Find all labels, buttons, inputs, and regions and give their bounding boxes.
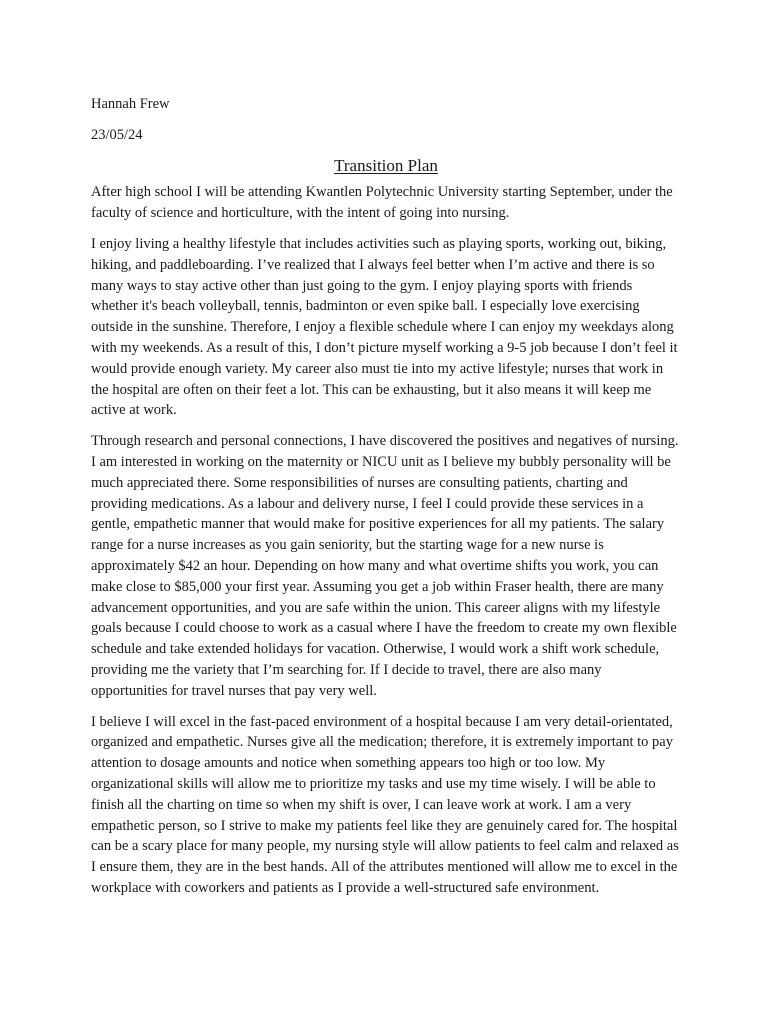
document-page: [91, 94, 681, 909]
document-title: Transition Plan: [334, 155, 438, 175]
paragraph-4: I believe I will excel in the fast-paced environment of a hospital because I am very detail-orientated, organized and empathetic. Nurses give all the medication; therefore, it is extremely important to pay attention to dosage amounts and notice when something appears too high or too low. My organizational skills will allow me to prioritize my tasks and use my time wisely. I will be able to finish all the charting on time so when my shift is over, I can leave work at work. I am a very empathetic person, so I strive to make my patients feel like they are genuinely cared for. The hospital can be a scary place for many people, my nursing style will allow patients to feel calm and relaxed as I ensure them, they are in the best hands. All of the attributes mentioned will allow me to excel in the workplace with coworkers and patients as I provide a well-structured safe environment.: [91, 713, 679, 896]
paragraph-3: Through research and personal connections, I have discovered the positives and negatives of nursing. I am interested in working on the maternity or NICU unit as I believe my bubbly personality will be much appreciated there. Some responsibilities of nurses are consulting patients, charting and providing medications. As a labour and delivery nurse, I feel I could provide these services in a gentle, empathetic manner that would make for positive experiences for all my patients. The salary range for a nurse increases as you gain seniority, but the starting wage for a new nurse is approximately $42 an hour. Depending on how many and what overtime shifts you work, you can make close to $85,000 your first year. Assuming you get a job within Fraser health, there are many advancement opportunities, and you are safe within the union. This career aligns with my lifestyle goals because I could choose to work as a casual where I have the freedom to create my own flexible schedule and take extended holidays for vacation. Otherwise, I would work a shift work schedule, providing me the variety that I’m searching for. If I decide to travel, there are also many opportunities for travel nurses that pay very well.: [91, 433, 679, 699]
document-date: 23/05/24: [91, 126, 143, 143]
paragraph-2: I enjoy living a healthy lifestyle that includes activities such as playing sports, working out, biking, hiking, and paddleboarding. I’ve realized that I always feel better when I’m active and there is so many ways to stay active other than just going to the gym. I enjoy playing sports with friends whether it's beach volleyball, tennis, badminton or even spike ball. I especially love exercising outside in the sunshine. Therefore, I enjoy a flexible schedule where I can enjoy my weekdays along with my weekends. As a result of this, I don’t picture myself working a 9-5 job because I don’t feel it would provide enough variety. My career also must tie into my active lifestyle; nurses that work in the hospital are often on their feet a lot. This can be exhausting, but it also means it will keep me active at work.: [91, 235, 678, 419]
author-name: Hannah Frew: [91, 96, 170, 112]
paragraph-1: After high school I will be attending Kwantlen Polytechnic University starting September, under the faculty of science and horticulture, with the intent of going into nursing.: [91, 184, 673, 222]
